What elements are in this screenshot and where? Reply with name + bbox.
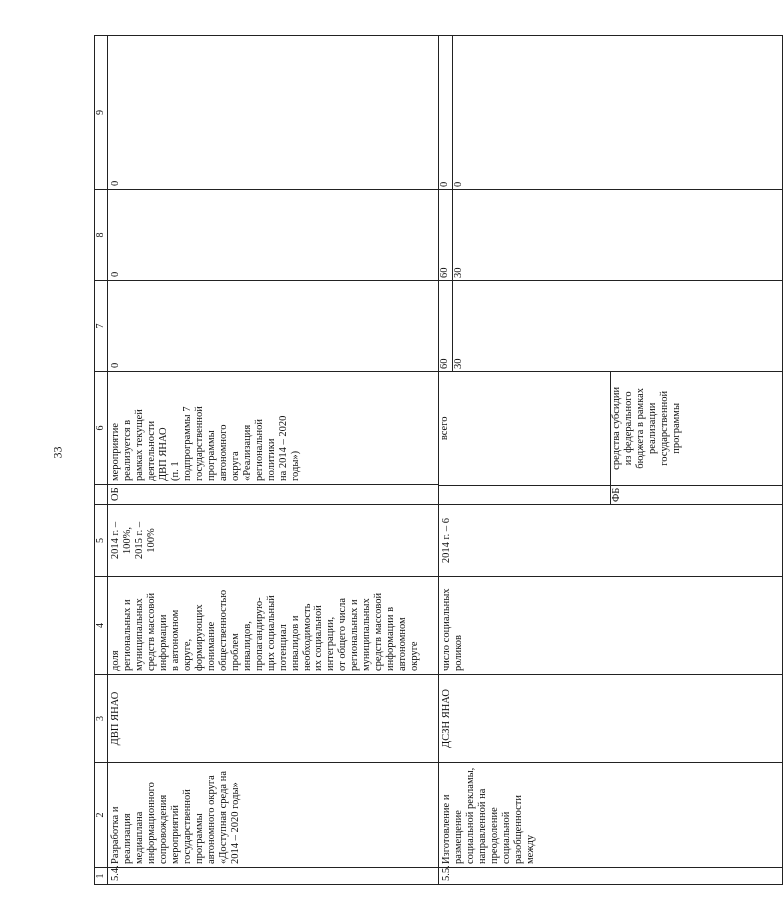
header-cell: 3: [95, 675, 108, 763]
row-number: 5.4.: [108, 868, 439, 885]
indicator: число социальных роликов: [439, 577, 783, 675]
header-cell: 2: [95, 763, 108, 868]
funding-subrow: [439, 372, 611, 504]
executor: ДВП ЯНАО: [108, 675, 439, 763]
target-value: 2014 г. – 6: [439, 505, 783, 577]
funding-subrow: [611, 372, 783, 504]
total-amount: 30: [453, 281, 625, 371]
rotated-table-container: [94, 36, 682, 885]
amount-2015: 0: [453, 36, 625, 189]
total-cell: [439, 281, 783, 372]
amount-2014-cell: [439, 190, 783, 281]
header-cell: 8: [95, 190, 108, 281]
header-cell: 1: [95, 868, 108, 885]
header-cell: 4: [95, 577, 108, 675]
measure-name: Разработка и реализация медиаплана информационного сопровождения мероприятий государственной программы автономного округа «Доступная среда на 2014 – 2020 годы»: [108, 763, 439, 868]
table-row: [439, 36, 783, 885]
header-cell: 7: [95, 281, 108, 372]
header-cell: 5: [95, 505, 108, 577]
funding-source: ФБ: [611, 485, 783, 504]
header-row: [95, 36, 108, 885]
executor: ДСЗН ЯНАО: [439, 675, 783, 763]
amount-2014: 0: [108, 190, 439, 281]
funding-source: [439, 485, 611, 504]
indicator: доля региональных и муниципальных средств массовой информации в автономном округе, формирующих понимание общественностью проблем инвалидов, пропагандирую- щих социальный потенциал инвалидов и необходимость их социальной интеграции, от общего числа региональных и муниципальных средств массовой информации в автономном округе: [108, 577, 439, 675]
total-amount: 0: [108, 281, 439, 372]
funding-description: мероприятие реализуется в рамках текущей деятельности ДВП ЯНАО (п. 1 подпрограммы 7 государственной программы автономного округа «Реализация региональной политики на 2014 – 2020 годы»): [108, 372, 439, 485]
funding-cell: [439, 372, 783, 505]
program-table: [94, 35, 783, 885]
amount-2015: 0: [439, 181, 450, 187]
amount-2015: 0: [108, 36, 439, 190]
total-amount: 60: [439, 358, 450, 369]
amount-2015-cell: [439, 36, 783, 190]
row-number: 5.5.: [439, 868, 783, 885]
table-row: [108, 36, 439, 885]
amount-2014: 30: [453, 190, 625, 280]
amount-2014-subtable: [439, 190, 624, 280]
header-cell: 9: [95, 36, 108, 190]
measure-name: Изготовление и размещение социальной рекламы, направленной на преодоление социальной разобщенности между: [439, 763, 783, 868]
header-cell: [95, 485, 108, 505]
funding-description: средства субсидии из федерального бюджета в рамках реализации государственной программы: [611, 372, 783, 485]
funding-subtable: [439, 372, 782, 504]
amount-2014: 60: [439, 267, 450, 278]
total-subtable: [439, 281, 624, 371]
page-number: 33: [50, 446, 65, 459]
header-cell: 6: [95, 372, 108, 485]
target-value: 2014 г. – 100%, 2015 г. – 100%: [108, 505, 439, 577]
amount-2015-subtable: [439, 36, 624, 189]
funding-description: всего: [439, 416, 450, 441]
funding-source: ОБ: [108, 485, 439, 505]
